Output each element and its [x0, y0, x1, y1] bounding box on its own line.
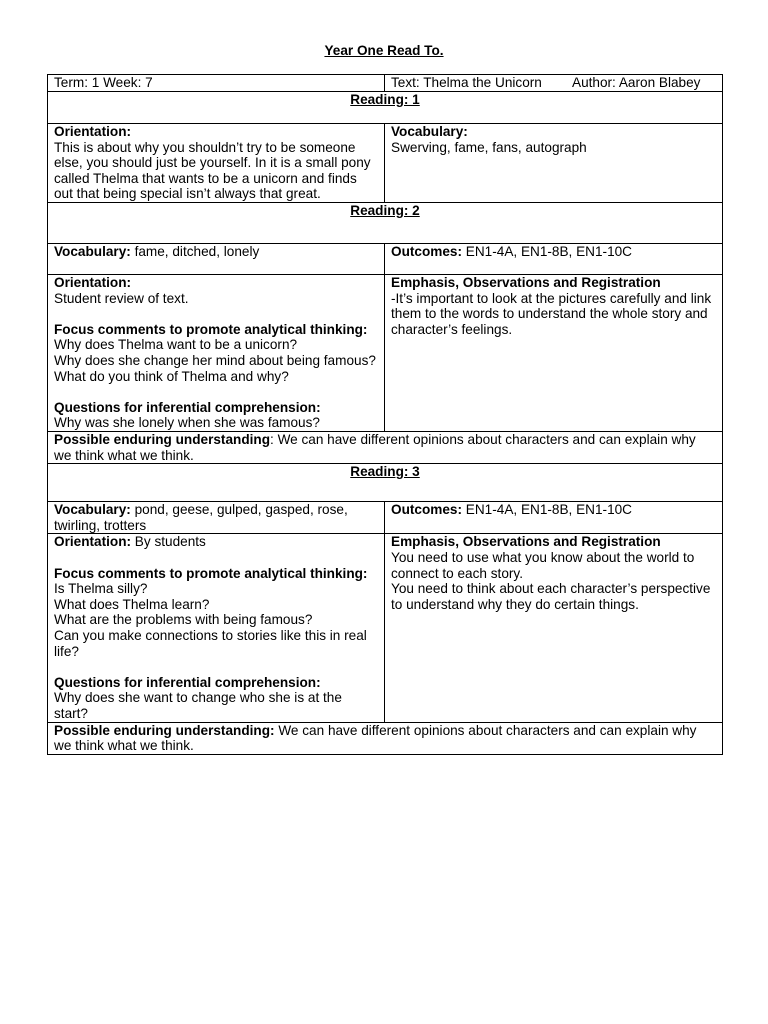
- reading2-understanding-row: [48, 432, 723, 464]
- inferential-question: Why was she lonely when she was famous?: [54, 415, 320, 431]
- reading1-heading: Reading: 1: [48, 92, 723, 124]
- focus-question: Can you make connections to stories like this in real life?: [54, 627, 371, 659]
- header-row: [48, 75, 723, 92]
- vocabulary-text: Swerving, fame, fans, autograph: [391, 139, 587, 155]
- reading2-understanding-cell: Possible enduring understanding: We can have different opinions about characters and can explain why we think what we think.: [48, 432, 723, 464]
- reading3-vocabulary-cell: Vocabulary: pond, geese, gulped, gasped, rose, twirling, trotters: [48, 502, 385, 534]
- reading1-vocabulary-cell: [385, 124, 723, 203]
- reading2-heading-row: [48, 203, 723, 244]
- reading2-content-row: [48, 275, 723, 432]
- orientation-label: Orientation:: [54, 124, 132, 139]
- reading1-content-row: [48, 124, 723, 203]
- focus-question: What does Thelma learn?: [54, 596, 210, 612]
- reading3-heading: Reading: 3: [48, 464, 723, 502]
- reading3-vocab-row: [48, 502, 723, 534]
- reading3-outcomes-cell: Outcomes: EN1-4A, EN1-8B, EN1-10C: [385, 502, 723, 534]
- reading1-heading-row: [48, 92, 723, 124]
- reading3-understanding-row: [48, 722, 723, 754]
- vocabulary-label: Vocabulary:: [391, 124, 468, 139]
- reading3-content-row: [48, 534, 723, 722]
- inferential-question: Why does she want to change who she is at the start?: [54, 690, 346, 721]
- focus-question: What are the problems with being famous?: [54, 612, 313, 628]
- focus-question: What do you think of Thelma and why?: [54, 368, 289, 384]
- text-title: Text: Thelma the Unicorn: [391, 75, 542, 90]
- focus-question: Why does she change her mind about being famous?: [54, 352, 376, 368]
- focus-question: Is Thelma silly?: [54, 581, 148, 597]
- lesson-plan-table: [47, 74, 723, 755]
- author-name: Author: Aaron Blabey: [572, 75, 701, 90]
- term-week-cell: Term: 1 Week: 7: [48, 75, 385, 92]
- reading2-heading: Reading: 2: [48, 203, 723, 244]
- reading2-vocab-row: [48, 244, 723, 275]
- reading3-emphasis-cell: Emphasis, Observations and Registration You need to use what you know about the world to connect to each story. You need to think about each character’s perspective to understand why they do certain things.: [385, 534, 723, 722]
- reading2-orientation-cell: Orientation: Student review of text. Focus comments to promote analytical thinking: Why does Thelma want to be a unicorn? Why does she change her mind about being famous? What do you think of Thelma and why? Questions for inferential comprehension: Why was she lonely when she was famous?: [48, 275, 385, 432]
- text-author-cell: [385, 75, 723, 92]
- reading2-outcomes-cell: Outcomes: EN1-4A, EN1-8B, EN1-10C: [385, 244, 723, 275]
- document-title: Year One Read To.: [324, 43, 444, 58]
- reading3-understanding-cell: Possible enduring understanding: We can have different opinions about characters and can explain why we think what we think.: [48, 722, 723, 754]
- reading3-orientation-cell: Orientation: By students Focus comments to promote analytical thinking: Is Thelma silly? What does Thelma learn? What are the problems with being famous? Can you make connections to stories like this in real life? Questions for inferential comprehension: Why does she want to change who she is at the start?: [48, 534, 385, 722]
- reading3-heading-row: [48, 464, 723, 502]
- reading2-vocabulary-cell: Vocabulary: fame, ditched, lonely: [48, 244, 385, 275]
- focus-question: Why does Thelma want to be a unicorn?: [54, 337, 298, 353]
- reading2-emphasis-cell: Emphasis, Observations and Registration -It’s important to look at the pictures carefully and link them to the words to understand the whole story and character’s feelings.: [385, 275, 723, 432]
- reading1-orientation-cell: [48, 124, 385, 203]
- orientation-text: This is about why you shouldn’t try to be someone else, you should just be yourself. In it is a small pony called Thelma that wants to be a unicorn and finds out that being special isn’t always that great.: [54, 139, 375, 202]
